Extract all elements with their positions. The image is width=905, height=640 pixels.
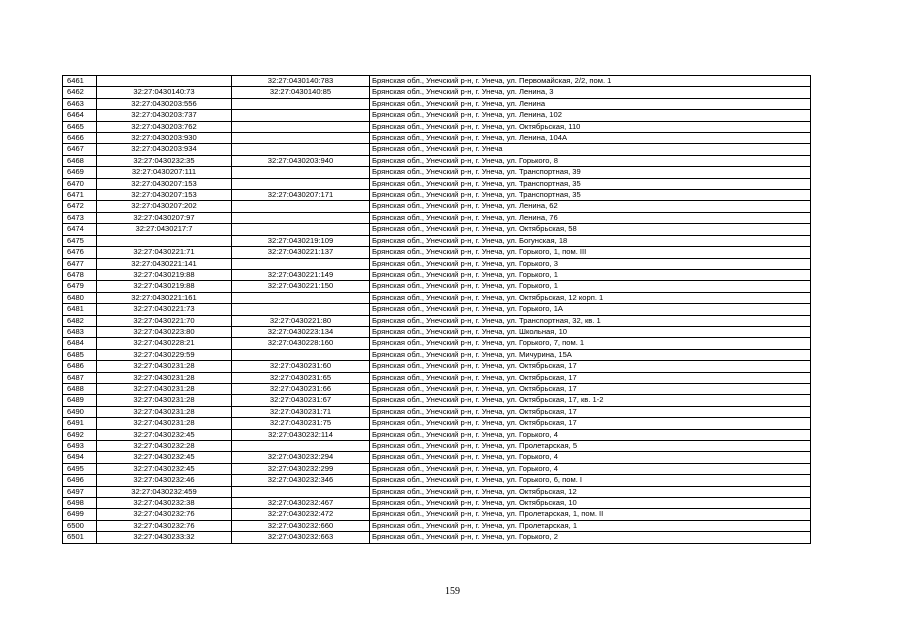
row-number-cell: 6474 <box>63 224 97 235</box>
linked-cadastral-cell: 32:27:0430232:346 <box>232 475 370 486</box>
address-cell: Брянская обл., Унечский р-н, г. Унеча, ул. Школьная, 10 <box>370 326 811 337</box>
row-number-cell: 6472 <box>63 201 97 212</box>
address-cell: Брянская обл., Унечский р-н, г. Унеча, ул. Горького, 6, пом. I <box>370 475 811 486</box>
table-row <box>63 224 811 235</box>
cadastral-number-cell: 32:27:0430140:73 <box>97 87 232 98</box>
row-number-cell: 6500 <box>63 520 97 531</box>
row-number-cell: 6470 <box>63 178 97 189</box>
table-row <box>63 155 811 166</box>
table-row <box>63 201 811 212</box>
linked-cadastral-cell <box>232 349 370 360</box>
address-cell: Брянская обл., Унечский р-н, г. Унеча, ул. Горького, 3 <box>370 258 811 269</box>
linked-cadastral-cell <box>232 121 370 132</box>
cadastral-number-cell: 32:27:0430231:28 <box>97 406 232 417</box>
row-number-cell: 6477 <box>63 258 97 269</box>
address-cell: Брянская обл., Унечский р-н, г. Унеча <box>370 144 811 155</box>
row-number-cell: 6501 <box>63 532 97 543</box>
table-row <box>63 361 811 372</box>
cadastral-number-cell: 32:27:0430232:28 <box>97 441 232 452</box>
linked-cadastral-cell <box>232 133 370 144</box>
linked-cadastral-cell <box>232 486 370 497</box>
cadastral-number-cell: 32:27:0430232:76 <box>97 509 232 520</box>
linked-cadastral-cell: 32:27:0430221:80 <box>232 315 370 326</box>
cadastral-number-cell: 32:27:0430203:556 <box>97 98 232 109</box>
linked-cadastral-cell <box>232 441 370 452</box>
table-row <box>63 110 811 121</box>
table-row <box>63 190 811 201</box>
linked-cadastral-cell: 32:27:0430223:134 <box>232 326 370 337</box>
cadastral-number-cell: 32:27:0430232:46 <box>97 475 232 486</box>
address-cell: Брянская обл., Унечский р-н, г. Унеча, ул. Ленина, 3 <box>370 87 811 98</box>
cadastral-number-cell: 32:27:0430207:111 <box>97 167 232 178</box>
row-number-cell: 6491 <box>63 418 97 429</box>
table-row <box>63 76 811 87</box>
address-cell: Брянская обл., Унечский р-н, г. Унеча, ул. Горького, 8 <box>370 155 811 166</box>
address-cell: Брянская обл., Унечский р-н, г. Унеча, ул. Горького, 4 <box>370 452 811 463</box>
row-number-cell: 6467 <box>63 144 97 155</box>
linked-cadastral-cell: 32:27:0430232:467 <box>232 498 370 509</box>
row-number-cell: 6492 <box>63 429 97 440</box>
cadastral-number-cell: 32:27:0430221:141 <box>97 258 232 269</box>
row-number-cell: 6473 <box>63 212 97 223</box>
table-row <box>63 486 811 497</box>
table-row <box>63 509 811 520</box>
address-cell: Брянская обл., Унечский р-н, г. Унеча, ул. Транспортная, 32, кв. 1 <box>370 315 811 326</box>
table-row <box>63 315 811 326</box>
address-cell: Брянская обл., Унечский р-н, г. Унеча, ул. Горького, 1 <box>370 269 811 280</box>
linked-cadastral-cell: 32:27:0430232:114 <box>232 429 370 440</box>
table-row <box>63 326 811 337</box>
row-number-cell: 6485 <box>63 349 97 360</box>
linked-cadastral-cell <box>232 258 370 269</box>
table-row <box>63 372 811 383</box>
table-row <box>63 532 811 543</box>
cadastral-number-cell: 32:27:0430223:80 <box>97 326 232 337</box>
cadastral-number-cell: 32:27:0430207:153 <box>97 190 232 201</box>
linked-cadastral-cell <box>232 304 370 315</box>
table-row <box>63 133 811 144</box>
address-cell: Брянская обл., Унечский р-н, г. Унеча, ул. Богунская, 18 <box>370 235 811 246</box>
cadastral-number-cell: 32:27:0430231:28 <box>97 395 232 406</box>
linked-cadastral-cell: 32:27:0430221:149 <box>232 269 370 280</box>
table-row <box>63 269 811 280</box>
cadastral-number-cell <box>97 76 232 87</box>
linked-cadastral-cell: 32:27:0430231:65 <box>232 372 370 383</box>
linked-cadastral-cell: 32:27:0430232:660 <box>232 520 370 531</box>
table-row <box>63 98 811 109</box>
table-row <box>63 383 811 394</box>
table-row <box>63 452 811 463</box>
address-cell: Брянская обл., Унечский р-н, г. Унеча, ул. Первомайская, 2/2, пом. 1 <box>370 76 811 87</box>
linked-cadastral-cell: 32:27:0430231:71 <box>232 406 370 417</box>
linked-cadastral-cell: 32:27:0430140:85 <box>232 87 370 98</box>
row-number-cell: 6487 <box>63 372 97 383</box>
cadastral-number-cell: 32:27:0430232:45 <box>97 452 232 463</box>
row-number-cell: 6461 <box>63 76 97 87</box>
row-number-cell: 6469 <box>63 167 97 178</box>
table-row <box>63 247 811 258</box>
table-row <box>63 498 811 509</box>
address-cell: Брянская обл., Унечский р-н, г. Унеча, ул. Пролетарская, 5 <box>370 441 811 452</box>
address-cell: Брянская обл., Унечский р-н, г. Унеча, ул. Горького, 2 <box>370 532 811 543</box>
row-number-cell: 6478 <box>63 269 97 280</box>
cadastral-number-cell: 32:27:0430231:28 <box>97 372 232 383</box>
row-number-cell: 6479 <box>63 281 97 292</box>
cadastral-number-cell <box>97 235 232 246</box>
cadastral-number-cell: 32:27:0430231:28 <box>97 361 232 372</box>
address-cell: Брянская обл., Унечский р-н, г. Унеча, ул. Ленина, 76 <box>370 212 811 223</box>
address-cell: Брянская обл., Унечский р-н, г. Унеча, ул. Октябрьская, 10 <box>370 498 811 509</box>
address-cell: Брянская обл., Унечский р-н, г. Унеча, ул. Горького, 1, пом. III <box>370 247 811 258</box>
row-number-cell: 6468 <box>63 155 97 166</box>
row-number-cell: 6488 <box>63 383 97 394</box>
row-number-cell: 6480 <box>63 292 97 303</box>
table-row <box>63 463 811 474</box>
linked-cadastral-cell: 32:27:0430231:60 <box>232 361 370 372</box>
address-cell: Брянская обл., Унечский р-н, г. Унеча, ул. Транспортная, 39 <box>370 167 811 178</box>
row-number-cell: 6475 <box>63 235 97 246</box>
linked-cadastral-cell: 32:27:0430221:137 <box>232 247 370 258</box>
row-number-cell: 6481 <box>63 304 97 315</box>
table-row <box>63 292 811 303</box>
cadastral-number-cell: 32:27:0430207:97 <box>97 212 232 223</box>
linked-cadastral-cell <box>232 201 370 212</box>
address-cell: Брянская обл., Унечский р-н, г. Унеча, ул. Горького, 1А <box>370 304 811 315</box>
table-row <box>63 281 811 292</box>
linked-cadastral-cell: 32:27:0430203:940 <box>232 155 370 166</box>
cadastral-number-cell: 32:27:0430232:45 <box>97 429 232 440</box>
row-number-cell: 6465 <box>63 121 97 132</box>
row-number-cell: 6499 <box>63 509 97 520</box>
linked-cadastral-cell: 32:27:0430231:75 <box>232 418 370 429</box>
linked-cadastral-cell: 32:27:0430232:299 <box>232 463 370 474</box>
table-row <box>63 395 811 406</box>
address-cell: Брянская обл., Унечский р-н, г. Унеча, ул. Октябрьская, 17 <box>370 361 811 372</box>
row-number-cell: 6489 <box>63 395 97 406</box>
cadastral-number-cell: 32:27:0430221:71 <box>97 247 232 258</box>
table-row <box>63 349 811 360</box>
page-number: 159 <box>445 586 460 597</box>
row-number-cell: 6496 <box>63 475 97 486</box>
cadastral-number-cell: 32:27:0430232:38 <box>97 498 232 509</box>
linked-cadastral-cell: 32:27:0430140:783 <box>232 76 370 87</box>
linked-cadastral-cell <box>232 144 370 155</box>
table-body <box>63 76 811 544</box>
table-row <box>63 87 811 98</box>
row-number-cell: 6482 <box>63 315 97 326</box>
cadastral-number-cell: 32:27:0430221:161 <box>97 292 232 303</box>
cadastral-number-cell: 32:27:0430228:21 <box>97 338 232 349</box>
cadastral-number-cell: 32:27:0430231:28 <box>97 418 232 429</box>
table-row <box>63 441 811 452</box>
cadastral-number-cell: 32:27:0430233:32 <box>97 532 232 543</box>
cadastral-number-cell: 32:27:0430232:45 <box>97 463 232 474</box>
table-row <box>63 520 811 531</box>
cadastral-number-cell: 32:27:0430203:930 <box>97 133 232 144</box>
address-cell: Брянская обл., Унечский р-н, г. Унеча, ул. Пролетарская, 1, пом. II <box>370 509 811 520</box>
row-number-cell: 6484 <box>63 338 97 349</box>
linked-cadastral-cell <box>232 212 370 223</box>
address-cell: Брянская обл., Унечский р-н, г. Унеча, ул. Горького, 4 <box>370 429 811 440</box>
table-row <box>63 429 811 440</box>
linked-cadastral-cell <box>232 167 370 178</box>
cadastral-number-cell: 32:27:0430221:70 <box>97 315 232 326</box>
address-cell: Брянская обл., Унечский р-н, г. Унеча, ул. Пролетарская, 1 <box>370 520 811 531</box>
cadastral-number-cell: 32:27:0430232:459 <box>97 486 232 497</box>
cadastral-number-cell: 32:27:0430203:934 <box>97 144 232 155</box>
address-cell: Брянская обл., Унечский р-н, г. Унеча, ул. Ленина, 62 <box>370 201 811 212</box>
linked-cadastral-cell: 32:27:0430232:294 <box>232 452 370 463</box>
row-number-cell: 6498 <box>63 498 97 509</box>
address-cell: Брянская обл., Унечский р-н, г. Унеча, ул. Октябрьская, 17 <box>370 406 811 417</box>
table-row <box>63 475 811 486</box>
cadastral-number-cell: 32:27:0430232:76 <box>97 520 232 531</box>
cadastral-number-cell: 32:27:0430207:202 <box>97 201 232 212</box>
cadastral-number-cell: 32:27:0430203:737 <box>97 110 232 121</box>
address-cell: Брянская обл., Унечский р-н, г. Унеча, ул. Горького, 7, пом. 1 <box>370 338 811 349</box>
cadastral-number-cell: 32:27:0430231:28 <box>97 383 232 394</box>
row-number-cell: 6493 <box>63 441 97 452</box>
address-cell: Брянская обл., Унечский р-н, г. Унеча, ул. Октябрьская, 17 <box>370 372 811 383</box>
linked-cadastral-cell <box>232 178 370 189</box>
table-row <box>63 121 811 132</box>
address-cell: Брянская обл., Унечский р-н, г. Унеча, ул. Октябрьская, 12 <box>370 486 811 497</box>
row-number-cell: 6476 <box>63 247 97 258</box>
row-number-cell: 6463 <box>63 98 97 109</box>
table-row <box>63 304 811 315</box>
linked-cadastral-cell: 32:27:0430232:663 <box>232 532 370 543</box>
table-row <box>63 338 811 349</box>
linked-cadastral-cell: 32:27:0430232:472 <box>232 509 370 520</box>
linked-cadastral-cell: 32:27:0430231:67 <box>232 395 370 406</box>
row-number-cell: 6494 <box>63 452 97 463</box>
table-row <box>63 144 811 155</box>
cadastral-table <box>62 75 811 544</box>
address-cell: Брянская обл., Унечский р-н, г. Унеча, ул. Октябрьская, 17, кв. 1-2 <box>370 395 811 406</box>
linked-cadastral-cell: 32:27:0430219:109 <box>232 235 370 246</box>
table-row <box>63 418 811 429</box>
address-cell: Брянская обл., Унечский р-н, г. Унеча, ул. Транспортная, 35 <box>370 190 811 201</box>
cadastral-number-cell: 32:27:0430207:153 <box>97 178 232 189</box>
row-number-cell: 6490 <box>63 406 97 417</box>
cadastral-number-cell: 32:27:0430219:88 <box>97 269 232 280</box>
row-number-cell: 6466 <box>63 133 97 144</box>
linked-cadastral-cell <box>232 224 370 235</box>
cadastral-number-cell: 32:27:0430221:73 <box>97 304 232 315</box>
table-row <box>63 235 811 246</box>
row-number-cell: 6486 <box>63 361 97 372</box>
row-number-cell: 6495 <box>63 463 97 474</box>
address-cell: Брянская обл., Унечский р-н, г. Унеча, ул. Октябрьская, 17 <box>370 418 811 429</box>
linked-cadastral-cell <box>232 110 370 121</box>
address-cell: Брянская обл., Унечский р-н, г. Унеча, ул. Октябрьская, 110 <box>370 121 811 132</box>
address-cell: Брянская обл., Унечский р-н, г. Унеча, ул. Ленина, 104А <box>370 133 811 144</box>
address-cell: Брянская обл., Унечский р-н, г. Унеча, ул. Горького, 1 <box>370 281 811 292</box>
linked-cadastral-cell: 32:27:0430228:160 <box>232 338 370 349</box>
cadastral-number-cell: 32:27:0430232:35 <box>97 155 232 166</box>
row-number-cell: 6464 <box>63 110 97 121</box>
cadastral-number-cell: 32:27:0430229:59 <box>97 349 232 360</box>
address-cell: Брянская обл., Унечский р-н, г. Унеча, ул. Ленина <box>370 98 811 109</box>
cadastral-number-cell: 32:27:0430219:88 <box>97 281 232 292</box>
linked-cadastral-cell: 32:27:0430207:171 <box>232 190 370 201</box>
table-row <box>63 406 811 417</box>
address-cell: Брянская обл., Унечский р-н, г. Унеча, ул. Горького, 4 <box>370 463 811 474</box>
address-cell: Брянская обл., Унечский р-н, г. Унеча, ул. Транспортная, 35 <box>370 178 811 189</box>
linked-cadastral-cell: 32:27:0430231:66 <box>232 383 370 394</box>
address-cell: Брянская обл., Унечский р-н, г. Унеча, ул. Октябрьская, 12 корп. 1 <box>370 292 811 303</box>
address-cell: Брянская обл., Унечский р-н, г. Унеча, ул. Октябрьская, 58 <box>370 224 811 235</box>
row-number-cell: 6497 <box>63 486 97 497</box>
linked-cadastral-cell: 32:27:0430221:150 <box>232 281 370 292</box>
cadastral-number-cell: 32:27:0430203:762 <box>97 121 232 132</box>
table-row <box>63 212 811 223</box>
address-cell: Брянская обл., Унечский р-н, г. Унеча, ул. Октябрьская, 17 <box>370 383 811 394</box>
cadastral-number-cell: 32:27:0430217:7 <box>97 224 232 235</box>
row-number-cell: 6471 <box>63 190 97 201</box>
linked-cadastral-cell <box>232 292 370 303</box>
table-row <box>63 258 811 269</box>
linked-cadastral-cell <box>232 98 370 109</box>
address-cell: Брянская обл., Унечский р-н, г. Унеча, ул. Мичурина, 15А <box>370 349 811 360</box>
address-cell: Брянская обл., Унечский р-н, г. Унеча, ул. Ленина, 102 <box>370 110 811 121</box>
row-number-cell: 6462 <box>63 87 97 98</box>
table-row <box>63 167 811 178</box>
row-number-cell: 6483 <box>63 326 97 337</box>
table-row <box>63 178 811 189</box>
